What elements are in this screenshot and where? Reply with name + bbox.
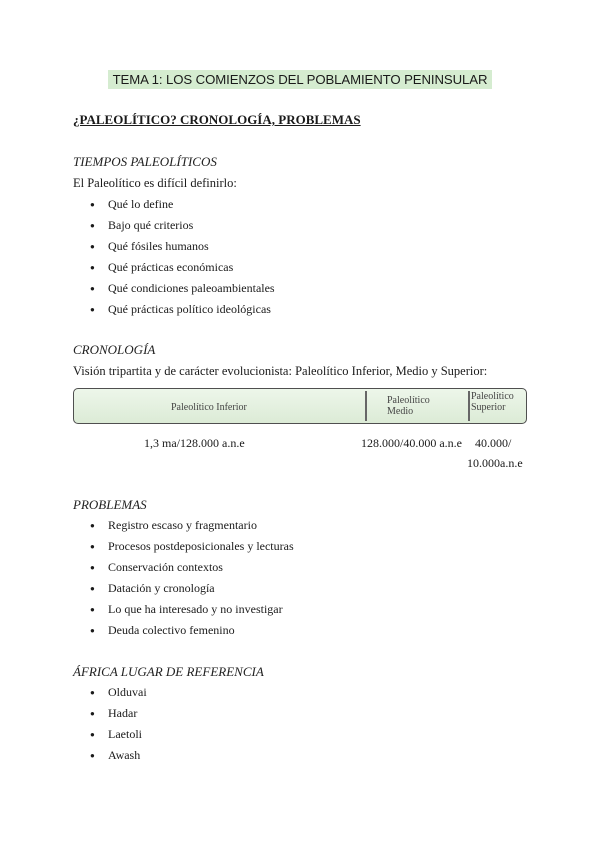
timeline-divider: [365, 391, 367, 421]
document-title: TEMA 1: LOS COMIENZOS DEL POBLAMIENTO PENINSULAR: [108, 70, 492, 89]
timeline-date-superior-end: 10.000a.n.e: [467, 456, 523, 470]
bullet-icon: ●: [90, 584, 95, 593]
bullet-icon: ●: [90, 730, 95, 739]
problemas-heading: PROBLEMAS: [73, 497, 147, 512]
document-page: TEMA 1: LOS COMIENZOS DEL POBLAMIENTO PENINSULAR ¿PALEOLÍTICO? CRONOLOGÍA, PROBLEMAS TIEMPOS PALEOLÍTICOS El Paleolítico es difícil definirlo: ● Qué lo define ● Bajo qué criterios ● Qué fósiles humanos ● Qué prácticas económicas ● Qué condiciones paleoambientales ● Qué prácticas político ideológicas CRONOLOGÍA Visión tripartita y de carácter evolucionista: Paleolítico Inferior, Medio y Superior: Paleolítico Inferior Paleolítico Medio Paleolítico Superior 1,3 ma/128.000 a.n.e 128.000/40.000 a.n.e 40.000/ 10.000a.n.e PROBLEMAS ● Registro escaso y fragmentario ● Procesos postdeposicionales y lecturas ● Conservación contextos ● Datación y cronología ● Lo que ha interesado y no investigar ● Deuda colectivo femenino ÁFRICA LUGAR DE REFERENCIA ● Olduvai ● Hadar ● Laetoli ● Awash: [0, 0, 600, 848]
bullet-icon: ●: [90, 605, 95, 614]
cronologia-heading: CRONOLOGÍA: [73, 342, 156, 357]
bullet-icon: ●: [90, 200, 95, 209]
section-heading: ¿PALEOLÍTICO? CRONOLOGÍA, PROBLEMAS: [73, 112, 361, 127]
cronologia-intro: Visión tripartita y de carácter evolucionista: Paleolítico Inferior, Medio y Superior:: [73, 364, 488, 378]
bullet-icon: ●: [90, 521, 95, 530]
bullet-icon: ●: [90, 626, 95, 635]
timeline-bar: [73, 388, 527, 424]
bullet-icon: ●: [90, 563, 95, 572]
timeline-label-inferior: Paleolítico Inferior: [171, 402, 247, 413]
tiempos-heading: TIEMPOS PALEOLÍTICOS: [73, 154, 217, 169]
bullet-icon: ●: [90, 221, 95, 230]
bullet-icon: ●: [90, 263, 95, 272]
bullet-icon: ●: [90, 709, 95, 718]
bullet-icon: ●: [90, 242, 95, 251]
bullet-icon: ●: [90, 305, 95, 314]
bullet-icon: ●: [90, 542, 95, 551]
timeline-divider: [468, 391, 470, 421]
timeline-date-inferior: 1,3 ma/128.000 a.n.e: [144, 436, 245, 450]
timeline-label-superior: Paleolítico Superior: [471, 391, 514, 413]
bullet-icon: ●: [90, 284, 95, 293]
bullet-icon: ●: [90, 751, 95, 760]
africa-heading: ÁFRICA LUGAR DE REFERENCIA: [73, 664, 264, 679]
bullet-icon: ●: [90, 688, 95, 697]
timeline-label-medio: Paleolítico Medio: [387, 395, 430, 417]
timeline-date-medio: 128.000/40.000 a.n.e: [361, 436, 462, 450]
tiempos-intro: El Paleolítico es difícil definirlo:: [73, 176, 237, 190]
timeline-date-superior-start: 40.000/: [475, 436, 512, 450]
